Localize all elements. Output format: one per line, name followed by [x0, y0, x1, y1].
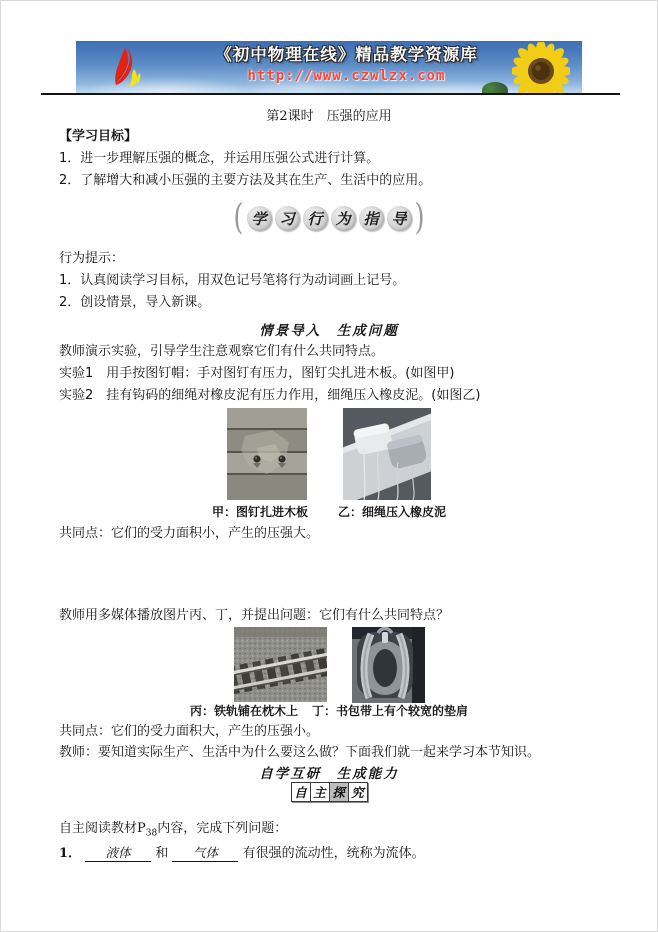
- question-1-mid: 和: [155, 846, 169, 861]
- photo-string-clay: [343, 408, 431, 504]
- site-banner: [76, 41, 582, 94]
- flame-logo-icon: [104, 43, 154, 93]
- scene-intro: 教师演示实验，引导学生注意观察它们有什么共同特点。: [59, 344, 385, 359]
- page-number-subscript: 38: [145, 828, 158, 839]
- reading-task-pre: 自主阅读教材P: [59, 821, 146, 836]
- common-point-2: 共同点：它们的受力面积大，产生的压强小。: [59, 724, 320, 739]
- tip-item-2: 2．创设情景，导入新课。: [59, 295, 211, 310]
- badge-paren-right-icon: ): [414, 197, 425, 239]
- badge-char: 为: [331, 206, 356, 231]
- question-1-number: 1．: [59, 846, 82, 861]
- banner-text-block: [181, 44, 512, 86]
- answer-blank-1: 液体: [85, 845, 151, 862]
- photo-row-1: [1, 408, 657, 504]
- study-section-heading: 自学互研 生成能力: [259, 766, 399, 782]
- photo-backpack: [352, 627, 425, 707]
- badge-box-char: 究: [348, 782, 368, 802]
- answer-blank-2: 气体: [172, 845, 238, 862]
- self-exploration-boxes: [291, 782, 368, 802]
- media-line: 教师用多媒体播放图片丙、丁，并提出问题：它们有什么共同特点？: [59, 608, 450, 623]
- badge-char: 学: [247, 206, 272, 231]
- photo-railway: [234, 627, 327, 706]
- tips-heading: 行为提示：: [59, 251, 125, 266]
- sunflower-icon: [512, 42, 570, 94]
- objective-item-1: 1．进一步理解压强的概念，并运用压强公式进行计算。: [59, 151, 380, 166]
- objectives-heading: 【学习目标】: [59, 129, 138, 144]
- badge-box-char: 探: [329, 782, 349, 802]
- reading-task-line: [59, 820, 627, 843]
- tip-item-1: 1．认真阅读学习目标，用双色记号笔将行为动词画上记号。: [59, 273, 406, 288]
- self-exploration-badge: [1, 782, 657, 802]
- experiment-2: 实验2 挂有钩码的细绳对橡皮泥有压力作用，细绳压入橡皮泥。(如图乙): [59, 388, 481, 403]
- teacher-line: 教师：要知道实际生产、生活中为什么要这么做？下面我们就一起来学习本节知识。: [59, 745, 541, 760]
- caption-jia: 甲：图钉扎进木板: [211, 505, 308, 519]
- scene-section-heading: 情景导入 生成问题: [259, 323, 399, 339]
- lesson-title: 第2课时 压强的应用: [266, 109, 392, 124]
- reading-task-post: 内容，完成下列问题：: [157, 821, 288, 836]
- photo-thumbtack-wood: [227, 408, 307, 504]
- badge-char: 行: [303, 206, 328, 231]
- caption-bing: 丙：铁轨铺在枕木上: [189, 704, 298, 718]
- badge-char: 习: [275, 206, 300, 231]
- experiment-1: 实验1 用手按图钉帽：手对图钉有压力，图钉尖扎进木板。(如图甲): [59, 366, 455, 381]
- caption-ding: 丁：书包带上有个较宽的垫肩: [312, 704, 469, 718]
- badge-box-char: 主: [310, 782, 330, 802]
- photo-captions-1: [1, 503, 657, 520]
- study-behavior-guide-badge: [1, 197, 657, 239]
- banner-url: http://www.czwlzx.com: [247, 68, 446, 84]
- header-divider: [41, 93, 620, 95]
- badge-char: 导: [387, 206, 412, 231]
- badge-char: 指: [359, 206, 384, 231]
- banner-title: 《初中物理在线》精品教学资源库: [215, 45, 478, 64]
- objective-item-2: 2．了解增大和减小压强的主要方法及其在生产、生活中的应用。: [59, 173, 432, 188]
- caption-yi: 乙：细绳压入橡皮泥: [338, 505, 447, 519]
- question-1-rest: 有很强的流动性，统称为流体。: [242, 846, 425, 861]
- question-1: [59, 845, 627, 863]
- photo-row-2: [1, 627, 657, 707]
- badge-box-char: 自: [291, 782, 311, 802]
- photo-captions-2: [1, 702, 657, 719]
- common-point-1: 共同点：它们的受力面积小，产生的压强大。: [59, 526, 320, 541]
- badge-paren-left-icon: (: [233, 197, 244, 239]
